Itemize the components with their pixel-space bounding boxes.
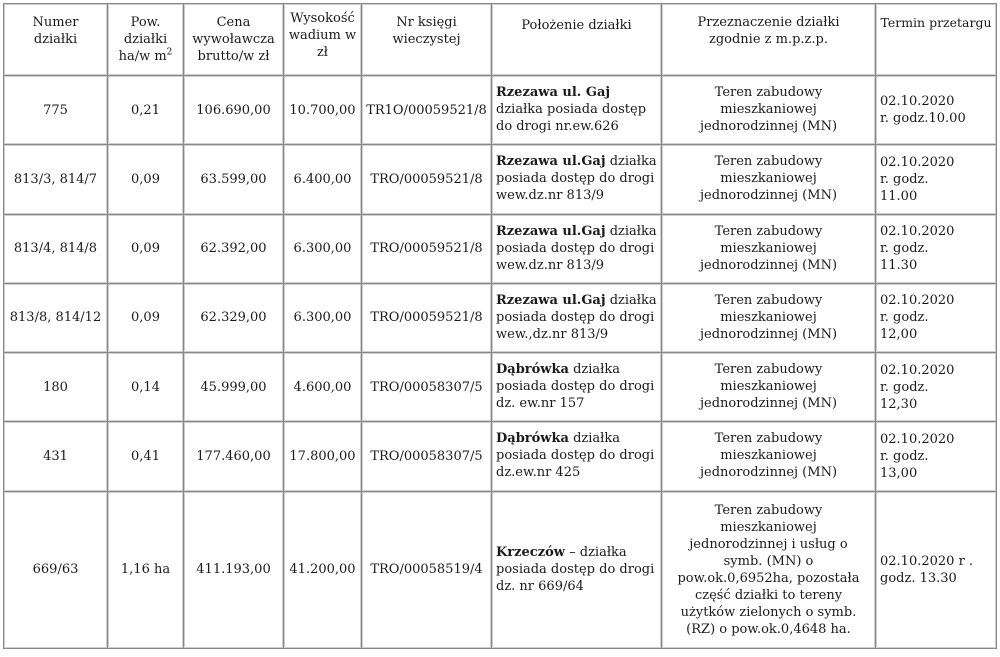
cell-przeznaczenie: Teren zabudowy mieszkaniowej jednorodzinnej (MN): [662, 422, 876, 491]
cell-wadium: 6.400,00: [284, 145, 362, 214]
cell-wadium: 6.300,00: [284, 215, 362, 284]
location-name: Rzezawa ul.Gaj: [496, 154, 606, 170]
location-name: Rzezawa ul.Gaj: [496, 223, 606, 239]
cell-wadium: 6.300,00: [284, 284, 362, 353]
cell-cena: 62.392,00: [184, 215, 284, 284]
cell-ksiega: TRO/00058307/5: [362, 422, 492, 491]
cell-numer: 813/3, 814/7: [4, 145, 108, 214]
cell-numer: 669/63: [4, 492, 108, 650]
cell-polozenie: [492, 145, 662, 214]
cell-wadium: 41.200,00: [284, 492, 362, 650]
cell-przeznaczenie: Teren zabudowy mieszkaniowej jednorodzinnej (MN): [662, 215, 876, 284]
table-row: [4, 145, 997, 214]
header-ksiega: Nr księgi wieczystej: [362, 4, 492, 76]
cell-ksiega: TRO/00058519/4: [362, 492, 492, 650]
cell-cena: 177.460,00: [184, 422, 284, 491]
header-polozenie: Położenie działki: [492, 4, 662, 76]
header-cena: Cena wywoławcza brutto/w zł: [184, 4, 284, 76]
cell-numer: 775: [4, 76, 108, 145]
location-desc: działka posiada dostęp do drogi wew.,dz.nr 813/9: [496, 292, 657, 342]
cell-termin: 02.10.2020 r. godz.10.00: [876, 76, 997, 145]
cell-ksiega: TRO/00059521/8: [362, 145, 492, 214]
location-name: Dąbrówka: [496, 431, 569, 447]
header-termin: Termin przetargu: [876, 4, 997, 76]
cell-polozenie: [492, 215, 662, 284]
location-name: Krzeczów: [496, 545, 565, 561]
location-desc: działka posiada dostęp do drogi dz. ew.nr 157: [496, 362, 655, 411]
table-row: [4, 492, 997, 650]
header-wadium: Wysokość wadium w zł: [284, 4, 362, 76]
table-row: [4, 215, 997, 284]
header-row: [4, 4, 997, 76]
location-desc: działka posiada dostęp do drogi wew.dz.nr 813/9: [496, 223, 657, 273]
cell-cena: 62.329,00: [184, 284, 284, 353]
cell-cena: 63.599,00: [184, 145, 284, 214]
cell-polozenie: [492, 422, 662, 491]
cell-polozenie: [492, 353, 662, 422]
cell-ksiega: TRO/00059521/8: [362, 215, 492, 284]
cell-przeznaczenie: Teren zabudowy mieszkaniowej jednorodzinnej (MN): [662, 353, 876, 422]
cell-pow: 0,09: [108, 284, 184, 353]
cell-polozenie: [492, 76, 662, 145]
header-numer: Numer działki: [4, 4, 108, 76]
cell-numer: 180: [4, 353, 108, 422]
cell-termin: 02.10.2020 r . godz. 13.30: [876, 492, 997, 650]
table-row: [4, 422, 997, 491]
cell-numer: 813/4, 814/8: [4, 215, 108, 284]
header-pow-sup: 2: [166, 47, 173, 58]
header-przeznaczenie: Przeznaczenie działki zgodnie z m.p.z.p.: [662, 4, 876, 76]
cell-wadium: 17.800,00: [284, 422, 362, 491]
cell-przeznaczenie: Teren zabudowy mieszkaniowej jednorodzinnej i usług o symb. (MN) o pow.ok.0,6952ha, pozostała część działki to tereny użytków zielonych o symb.(RZ) o pow.ok.0,4648 ha.: [662, 492, 876, 650]
header-pow: [108, 4, 184, 76]
location-desc: działka posiada dostęp do drogi dz.ew.nr 425: [496, 431, 655, 481]
location-name: Rzezawa ul.Gaj: [496, 292, 606, 308]
cell-ksiega: TR1O/00059521/8: [362, 76, 492, 145]
location-desc: działka posiada dostęp do drogi wew.dz.nr 813/9: [496, 154, 657, 204]
location-name: Dąbrówka: [496, 362, 569, 377]
cell-termin: 02.10.2020 r. godz. 13,00: [876, 422, 997, 491]
cell-termin: 02.10.2020 r. godz. 12,00: [876, 284, 997, 353]
header-pow-text: Pow. działki ha/w m: [118, 15, 168, 64]
location-name: Rzezawa ul. Gaj: [496, 85, 611, 100]
cell-przeznaczenie: Teren zabudowy mieszkaniowej jednorodzinnej (MN): [662, 76, 876, 145]
cell-termin: 02.10.2020 r. godz. 12,30: [876, 353, 997, 422]
cell-pow: 1,16 ha: [108, 492, 184, 650]
cell-pow: 0,21: [108, 76, 184, 145]
cell-pow: 0,09: [108, 215, 184, 284]
auction-table: [3, 3, 997, 649]
cell-numer: 431: [4, 422, 108, 491]
cell-wadium: 10.700,00: [284, 76, 362, 145]
cell-przeznaczenie: Teren zabudowy mieszkaniowej jednorodzinnej (MN): [662, 145, 876, 214]
cell-numer: 813/8, 814/12: [4, 284, 108, 353]
cell-polozenie: [492, 284, 662, 353]
table-row: [4, 284, 997, 353]
cell-cena: 106.690,00: [184, 76, 284, 145]
cell-pow: 0,09: [108, 145, 184, 214]
cell-cena: 45.999,00: [184, 353, 284, 422]
cell-termin: 02.10.2020 r. godz. 11.00: [876, 145, 997, 214]
cell-polozenie: [492, 492, 662, 650]
table-row: [4, 353, 997, 422]
location-desc: – działka posiada dostęp do drogi dz. nr 669/64: [496, 545, 655, 595]
cell-ksiega: TRO/00059521/8: [362, 284, 492, 353]
location-desc: działka posiada dostęp do drogi nr.ew.626: [496, 102, 647, 134]
table-row: [4, 76, 997, 145]
cell-termin: 02.10.2020 r. godz. 11.30: [876, 215, 997, 284]
cell-pow: 0,41: [108, 422, 184, 491]
cell-ksiega: TRO/00058307/5: [362, 353, 492, 422]
cell-cena: 411.193,00: [184, 492, 284, 650]
cell-pow: 0,14: [108, 353, 184, 422]
cell-przeznaczenie: Teren zabudowy mieszkaniowej jednorodzinnej (MN): [662, 284, 876, 353]
cell-wadium: 4.600,00: [284, 353, 362, 422]
